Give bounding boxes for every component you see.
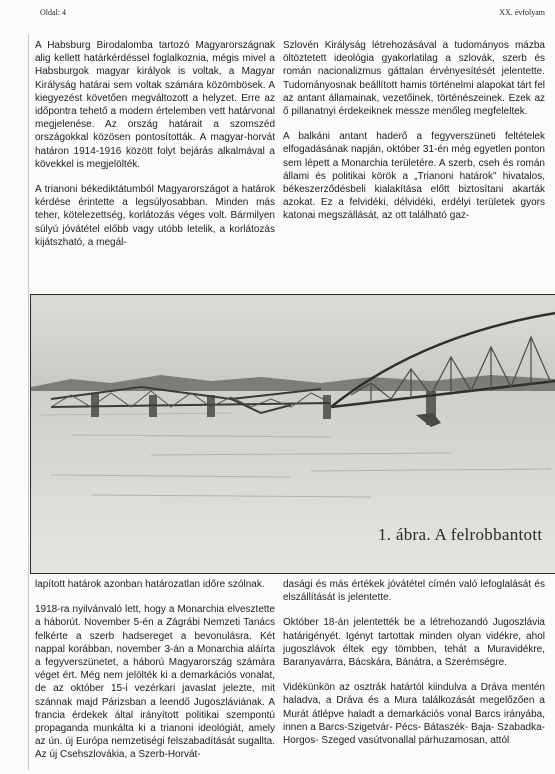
paragraph: dasági és más értékek jóvátétel címén való lefoglalását és elszállítását is jelentette.	[283, 579, 545, 604]
paragraph: lapított határok azonban határozatlan időre szólnak.	[35, 579, 265, 590]
paragraph: Október 18-án jelentették be a létrehozandó Jugoszlávia határigényét. Igényt tartottak minden olyan vidékre, ahol jugoszlávok éltek egy tömbben, tehát a Muravidékre, Baranyavárra, Bácskára, Bánátra, a Szerémségre.	[283, 617, 545, 669]
paragraph: Vidékünkön az osztrák határtól kiindulva a Dráva mentén haladva, a Dráva és a Mura találkozását megelőzően a Murát átlépve haladt a demarkációs vonal Barcs irányába, innen a Barcs-Szigetvár- Pécs- Bátaszék- Baja- Szabadka- Horgos- Szeged vasútvonallal párhuzamosan, attól	[283, 682, 545, 747]
paragraph: 1918-ra nyilvánvaló lett, hogy a Monarchia elvesztette a háborút. November 5-én a Zágrábi Nemzeti Tanács felkérte a szerb hadsereget a bevonulásra. Két nappal korábban, november 3-án a Monarchia aláírta a fegyverszünetet, a háború Magyarország számára véget ért. Még nem jelölték ki a demarkációs vonalat, de az október 15-i vezérkari javaslat jelezte, mit szánnak majd Párizsban a leendő Jugoszláviának. A francia érdekek által irányított politikai szempontú propaganda munkálta ki a trianoni ideológiát, amely az ún. új Európa nemzetiségi felszabadítását sugallta. Az új Csehszlovákia, a Szerb-Horvát-	[35, 604, 275, 761]
paragraph: Szlovén Királyság létrehozásával a tudományos mázba öltöztetett ideológia gyakorlatilag a szlovák, szerb és román nacionalizmus gáttalan érvényesítését jelentette. Tudományosnak beállított hamis történelmi alapokat tárt fel az antant államainak, vezetőinek, történészeinek. Ezek az ő pillanatnyi érdekeiknek messze menőleg megfeleltek.	[283, 40, 545, 118]
column-1-bottom	[35, 578, 275, 774]
column-2-bottom	[283, 578, 545, 759]
page-header	[0, 6, 555, 20]
column-1-top	[35, 39, 275, 261]
paragraph: A trianoni békediktátumból Magyarországot a határok kérdése érintette a legsúlyosabban. Minden más teher, kötelezettség, korlátozás véges volt. Bármilyen súlyú jóvátétel előbb vagy utóbb letelik, a korlátozás kijátszható, a megál-	[35, 184, 275, 248]
margin-rule	[28, 34, 29, 770]
volume-label: XX. évfolyam	[499, 8, 545, 17]
column-2-top	[283, 39, 545, 235]
figure-caption: 1. ábra. A felrobbantott	[378, 525, 543, 544]
page-number: Oldal: 4	[40, 8, 66, 17]
paragraph: A balkáni antant haderő a fegyverszüneti feltételek elfogadásának napján, október 31-én még egyetlen ponton sem lépett a Monarchia területére. A szerb, cseh és román állami és politikai körök a „Trianoni határok" hivatalos, békeszerződésbeli kialakítása előtt biztosítani akarták azokat. Ez a felvidéki, délvidéki, erdélyi területek gyors katonai megszállását, az ott található gaz-	[283, 131, 545, 222]
figure-bridge-photo	[30, 294, 555, 574]
paragraph: A Habsburg Birodalomba tartozó Magyarországnak alig kellett határkérdéssel foglalkoznia, mégis mivel a Habsburgok magyar királyok is voltak, a Magyar Királyság határai sem voltak számára közömbösek. A kiegyezést követően megváltozott a helyzet. Erre az időpontra tehető a modern értelemben vett határvonal megjelenése. Az ország határait a szomszéd országokkal közösen pontosították. A magyar-horvát határon 1914-1916 között folyt bejárás alkalmával a kövekkel is megjelölték.	[35, 40, 275, 170]
